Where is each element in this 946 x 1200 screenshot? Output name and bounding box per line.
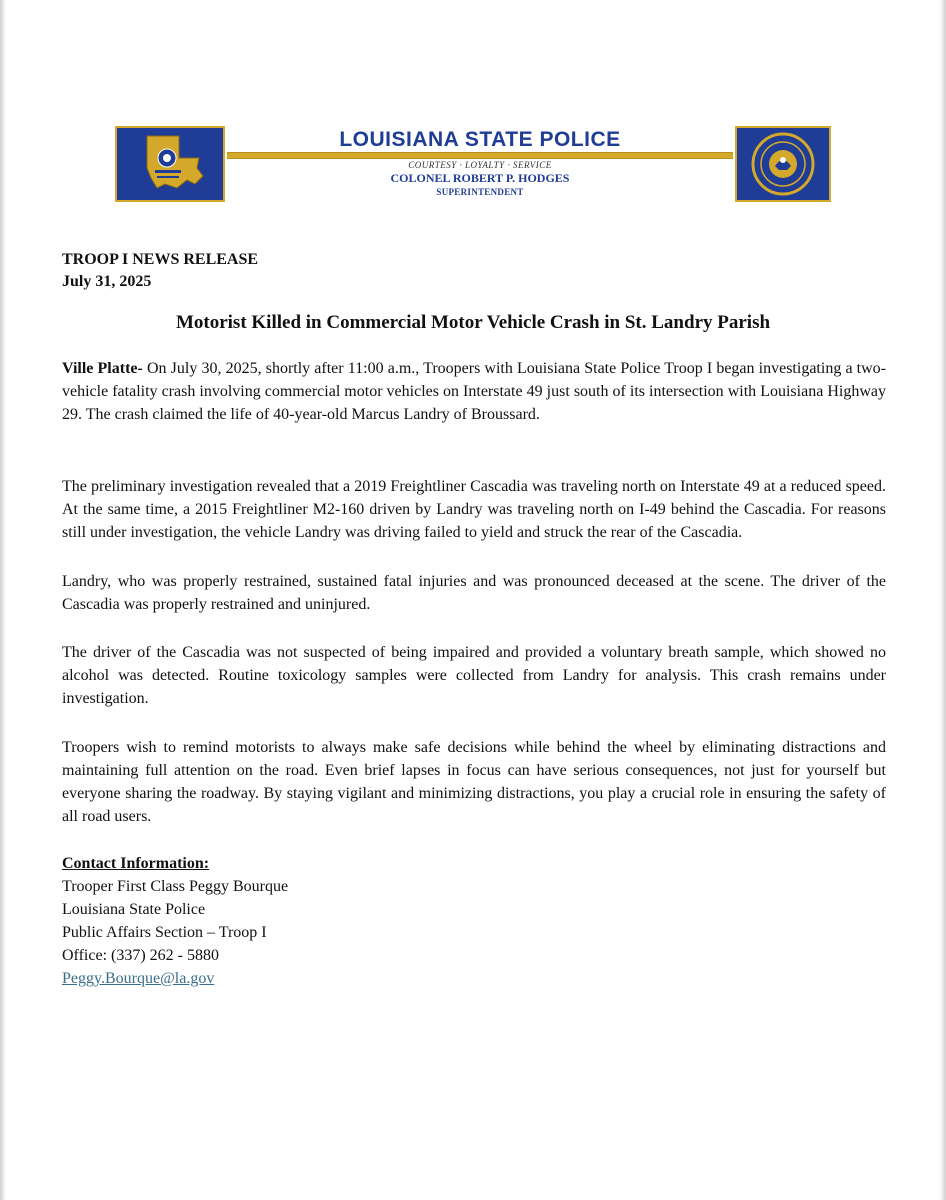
gold-divider-bar — [227, 152, 733, 159]
dateline: Ville Platte- — [62, 360, 143, 377]
paragraph-1-text: On July 30, 2025, shortly after 11:00 a.m., Troopers with Louisiana State Police Troop I began investigating a two-vehicle fatality crash involving commercial motor vehicles on Interstate 49 just south of its intersection with Louisiana Highway 29. The crash claimed the life of 40-year-old Marcus Landry of Broussard. — [62, 360, 887, 423]
letterhead-center — [227, 126, 733, 202]
page-edge-right — [940, 0, 946, 1200]
contact-office-phone: Office: (337) 262 - 5880 — [62, 947, 219, 964]
contact-title: Contact Information: — [62, 855, 210, 872]
contact-name: Trooper First Class Peggy Bourque — [62, 878, 289, 895]
release-header — [62, 249, 258, 293]
louisiana-badge-logo — [115, 126, 225, 202]
superintendent-title: SUPERINTENDENT — [436, 187, 524, 197]
agency-title: LOUISIANA STATE POLICE — [339, 128, 621, 151]
contact-email-link[interactable]: Peggy.Bourque@la.gov — [62, 970, 215, 987]
paragraph-2: The preliminary investigation revealed that a 2019 Freightliner Cascadia was traveling north on Interstate 49 at a reduced speed. At the same time, a 2015 Freightliner M2-160 driven by Landry was traveling north on I-49 behind the Cascadia. For reasons still under investigation, the vehicle Landry was driving failed to yield and struck the rear of the Cascadia. — [62, 478, 886, 541]
paragraph-3: Landry, who was properly restrained, sustained fatal injuries and was pronounced deceased at the scene. The driver of the Cascadia was properly restrained and uninjured. — [62, 573, 886, 613]
release-label: TROOP I NEWS RELEASE — [62, 251, 259, 268]
page-edge-left — [0, 0, 6, 1200]
trooper-badge-icon — [117, 128, 223, 200]
agency-motto: COURTESY · LOYALTY · SERVICE — [408, 160, 552, 170]
paragraph-5: Troopers wish to remind motorists to always make safe decisions while behind the wheel by eliminating distractions and maintaining full attention on the road. Even brief lapses in focus can have serious consequences, not just for yourself but everyone sharing the roadway. By staying vigilant and minimizing distractions, you play a crucial role in ensuring the safety of all road users. — [62, 739, 886, 825]
headline: Motorist Killed in Commercial Motor Vehicle Crash in St. Landry Parish — [175, 312, 771, 333]
paragraph-1 — [62, 357, 886, 426]
colonel-name: COLONEL ROBERT P. HODGES — [390, 171, 570, 185]
release-date: July 31, 2025 — [62, 273, 152, 290]
contact-block — [62, 852, 288, 990]
state-seal-logo — [735, 126, 831, 202]
state-seal-icon — [737, 128, 829, 200]
paragraph-4: The driver of the Cascadia was not suspected of being impaired and provided a voluntary breath sample, which showed no alcohol was detected. Routine toxicology samples were collected from Landry for analysis. This crash remains under investigation. — [62, 644, 886, 707]
contact-section: Public Affairs Section – Troop I — [62, 924, 267, 941]
contact-agency: Louisiana State Police — [62, 901, 206, 918]
letterhead — [115, 126, 831, 202]
